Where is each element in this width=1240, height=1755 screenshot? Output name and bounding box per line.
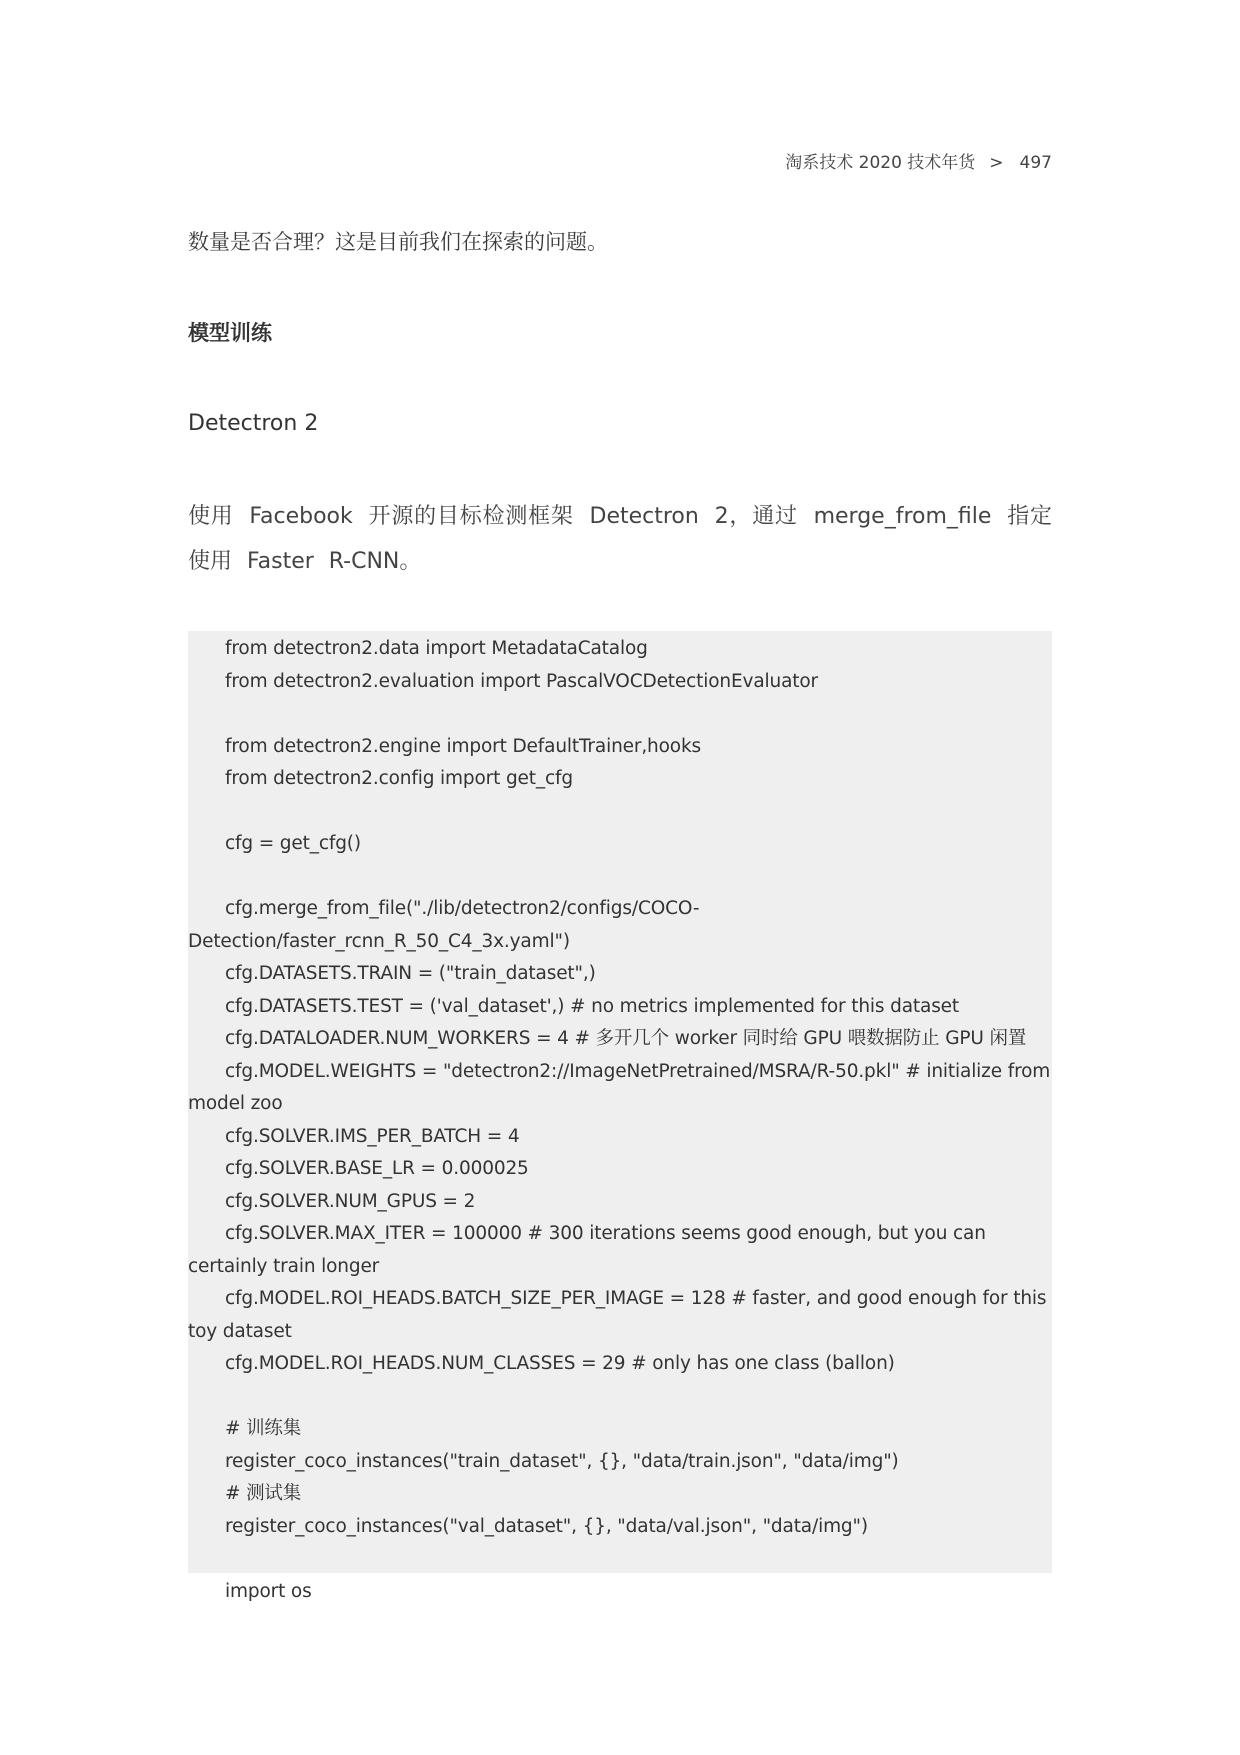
code-line: cfg = get_cfg() <box>225 833 361 854</box>
description-paragraph: 使用 Facebook 开源的目标检测框架 Detectron 2，通过 merge_from_file 指定使用 Faster R-CNN。 <box>188 504 1052 574</box>
code-line: from detectron2.evaluation import PascalVOCDetectionEvaluator <box>225 670 818 692</box>
code-line <box>188 1381 1052 1414</box>
running-header <box>785 150 1052 176</box>
code-line: cfg.SOLVER.BASE_LR = 0.000025 <box>225 1158 529 1179</box>
code-line: cfg.DATALOADER.NUM_WORKERS = 4 # 多开几个 worker 同时给 GPU 喂数据防止 GPU 闲置 <box>225 1028 1027 1049</box>
code-line: cfg.DATASETS.TRAIN = ("train_dataset",) <box>225 963 596 984</box>
page-number: 497 <box>1019 153 1052 173</box>
code-line: # 测试集 <box>225 1483 302 1504</box>
code-line: # 训练集 <box>225 1418 302 1439</box>
code-line: cfg.SOLVER.IMS_PER_BATCH = 4 <box>225 1125 520 1147</box>
code-line: cfg.MODEL.ROI_HEADS.BATCH_SIZE_PER_IMAGE = 128 # faster, and good enough for this toy dataset <box>188 1288 1047 1342</box>
code-line: cfg.SOLVER.MAX_ITER = 100000 # 300 iterations seems good enough, but you can certainly train longer <box>188 1223 986 1277</box>
intro-paragraph: 数量是否合理？这是目前我们在探索的问题。 <box>188 230 608 254</box>
code-line <box>188 698 1052 731</box>
code-line: cfg.MODEL.WEIGHTS = "detectron2://ImageNetPretrained/MSRA/R-50.pkl" # initialize from model zoo <box>188 1060 1051 1114</box>
book-title: 淘系技术 2020 技术年货 <box>785 153 976 173</box>
code-line: from detectron2.config import get_cfg <box>225 768 573 789</box>
code-line <box>188 796 1052 829</box>
code-line: cfg.SOLVER.NUM_GPUS = 2 <box>225 1190 476 1212</box>
code-line: cfg.MODEL.ROI_HEADS.NUM_CLASSES = 29 # only has one class (ballon) <box>225 1353 895 1374</box>
code-line <box>188 1543 1052 1576</box>
code-line <box>188 861 1052 894</box>
code-line: register_coco_instances("val_dataset", {}, "data/val.json", "data/img") <box>225 1515 868 1537</box>
code-line: import os <box>225 1580 312 1602</box>
code-line: cfg.merge_from_file("./lib/detectron2/configs/COCO-Detection/faster_rcnn_R_50_C4_3x.yaml") <box>188 898 700 952</box>
code-block <box>188 631 1052 1602</box>
code-line: cfg.DATASETS.TEST = ('val_dataset',) # no metrics implemented for this dataset <box>225 995 960 1017</box>
code-line: from detectron2.data import MetadataCatalog <box>225 638 648 659</box>
section-heading: 模型训练 <box>188 321 272 345</box>
subsection-heading: Detectron 2 <box>188 411 319 436</box>
code-line: register_coco_instances("train_dataset", {}, "data/train.json", "data/img") <box>225 1450 899 1472</box>
header-separator: > <box>989 153 1004 173</box>
code-line: from detectron2.engine import DefaultTrainer,hooks <box>225 735 702 757</box>
